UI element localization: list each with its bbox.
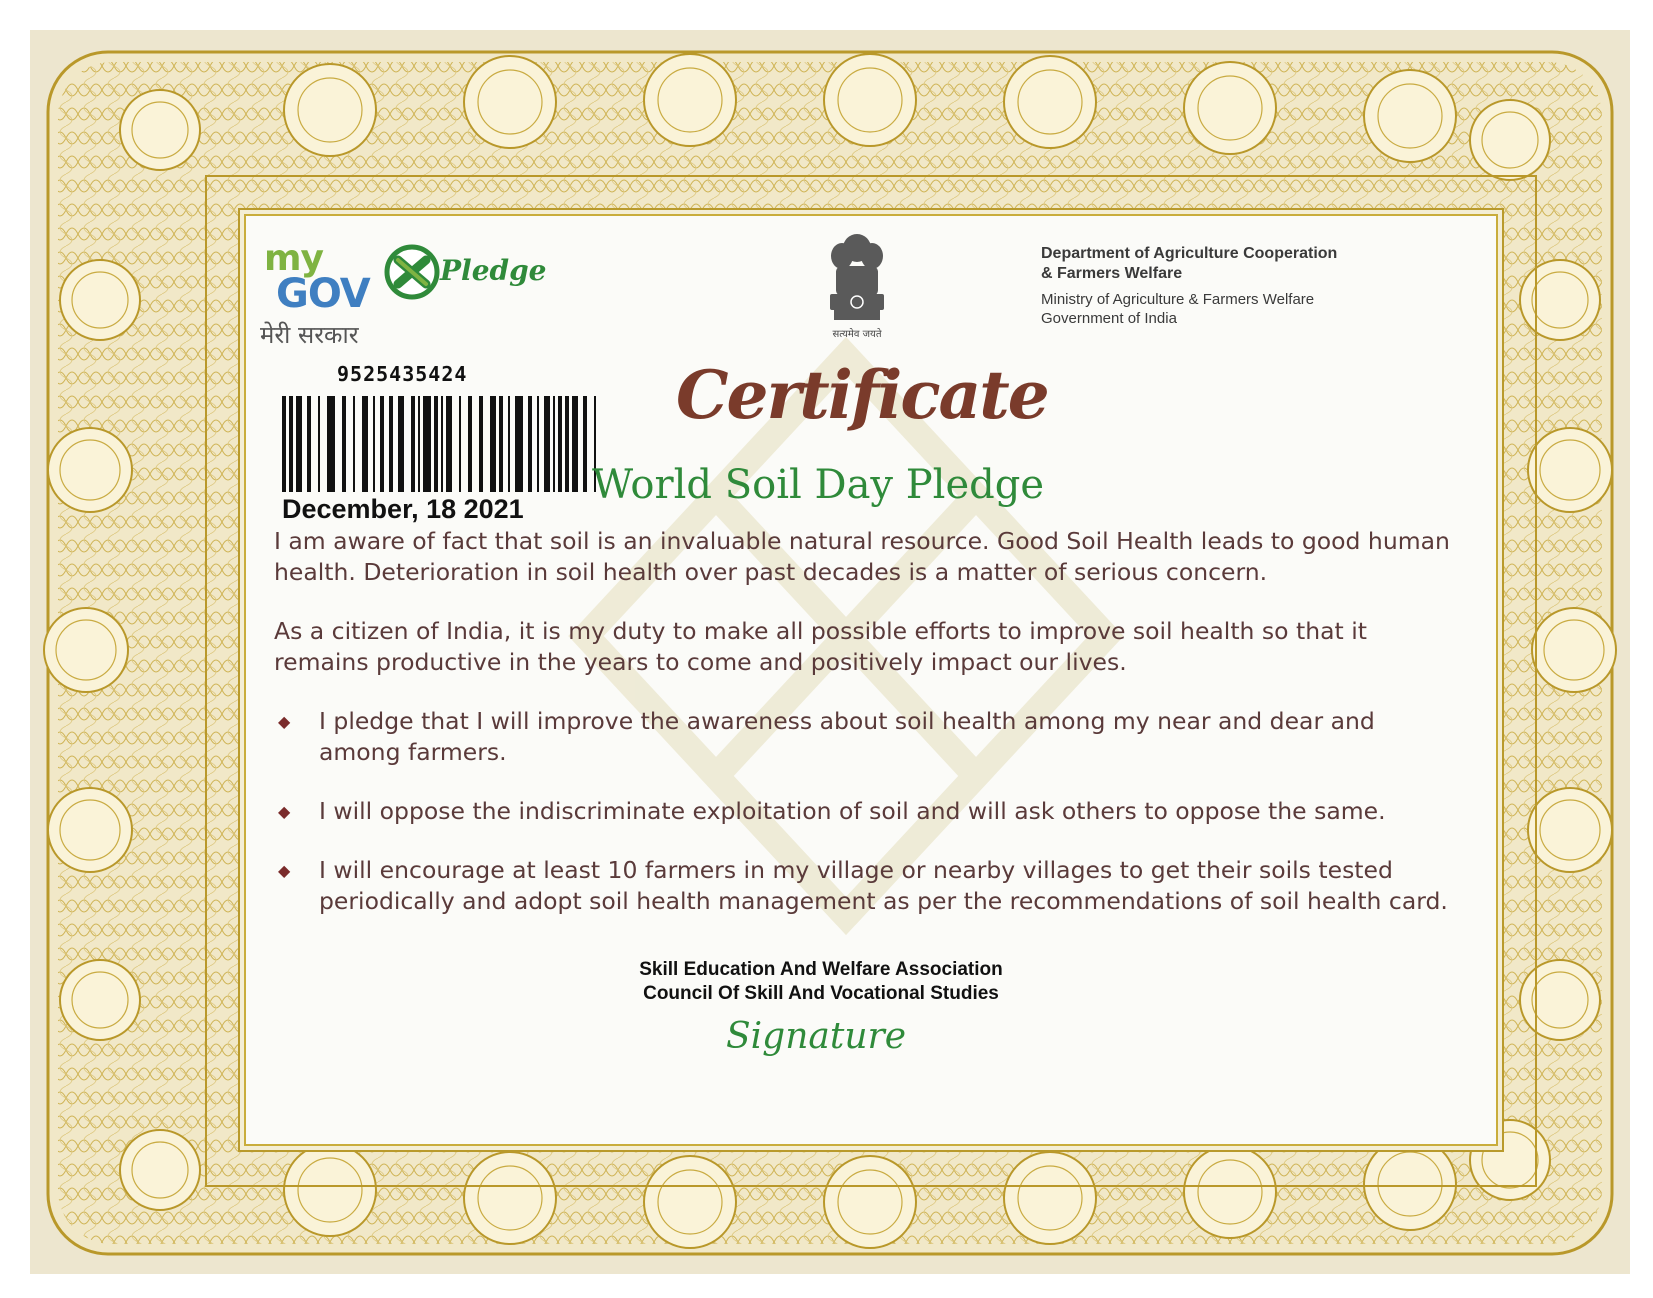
- pledge-body: [274, 526, 1454, 945]
- barcode-bar: [490, 396, 496, 492]
- barcode-bar: [373, 396, 375, 492]
- pledge-item-text: I will oppose the indiscriminate exploitation of soil and will ask others to oppose the same.: [319, 797, 1386, 825]
- barcode-bar: [553, 396, 555, 492]
- barcode-bar: [434, 396, 438, 492]
- barcode-bar: [353, 396, 355, 492]
- barcode-bar: [342, 396, 346, 492]
- barcode-bar: [459, 396, 461, 492]
- barcode-bar: [515, 396, 523, 492]
- barcode-bar: [446, 396, 452, 492]
- organization-line2: Council Of Skill And Vocational Studies: [643, 983, 999, 1004]
- barcode-bar: [583, 396, 587, 492]
- barcode-bar: [327, 396, 335, 492]
- barcode-bar: [307, 396, 311, 492]
- barcode: [282, 396, 608, 492]
- diamond-bullet-icon: ◆: [278, 802, 291, 821]
- certificate-subtitle: World Soil Day Pledge: [592, 462, 1044, 508]
- certificate-card: [246, 216, 1496, 1144]
- barcode-bar: [389, 396, 393, 492]
- diamond-bullet-icon: ◆: [278, 712, 291, 731]
- certificate-frame: [30, 30, 1630, 1274]
- barcode-bar: [572, 396, 578, 492]
- certificate-title: Certificate: [676, 356, 1048, 434]
- barcode-bar: [479, 396, 483, 492]
- barcode-bar: [418, 396, 420, 492]
- mygov-pledge-logo: [260, 238, 564, 349]
- barcode-bar: [499, 396, 503, 492]
- logo-my: my: [264, 238, 323, 279]
- ministry-name: Ministry of Agriculture & Farmers Welfare: [1041, 291, 1315, 308]
- logo-hindi-tagline: मेरी सरकार: [260, 321, 359, 349]
- pledge-hands-icon: [384, 244, 440, 300]
- barcode-bar: [468, 396, 472, 492]
- signature: Signature: [726, 1016, 907, 1057]
- list-item: [274, 796, 1454, 827]
- barcode-bar: [441, 396, 443, 492]
- barcode-bar: [565, 396, 569, 492]
- pledge-item-text: I pledge that I will improve the awareness about soil health among my near and dear and among farmers.: [319, 707, 1375, 766]
- barcode-bar: [544, 396, 550, 492]
- barcode-bar: [296, 396, 302, 492]
- list-item: [274, 855, 1454, 917]
- barcode-bar: [411, 396, 415, 492]
- paragraph-duty: As a citizen of India, it is my duty to make all possible efforts to improve soil health so that it remains productive in the years to come and positively impact our lives.: [274, 617, 1367, 676]
- barcode-bar: [380, 396, 384, 492]
- barcode-bar: [318, 396, 320, 492]
- national-emblem: [820, 230, 894, 338]
- list-item: [274, 706, 1454, 768]
- barcode-bar: [558, 396, 562, 492]
- pledge-item-text: I will encourage at least 10 farmers in my village or nearby villages to get their soils tested periodically and adopt soil health management as per the recommendations of soil health card.: [319, 856, 1448, 915]
- issuing-organization: [596, 958, 1046, 1006]
- department-block: [1041, 244, 1461, 328]
- barcode-bar: [508, 396, 510, 492]
- logo-gov: GOV: [276, 271, 370, 317]
- logo-pledge-text: Pledge: [440, 254, 547, 287]
- barcode-bar: [362, 396, 368, 492]
- emblem-motto: सत्यमेव जयते: [832, 329, 882, 340]
- barcode-bar: [423, 396, 431, 492]
- organization-line1: Skill Education And Welfare Association: [639, 959, 1003, 980]
- barcode-bar: [282, 396, 286, 492]
- government-name: Government of India: [1041, 310, 1177, 327]
- diamond-bullet-icon: ◆: [278, 861, 291, 880]
- department-name-line2: & Farmers Welfare: [1041, 265, 1183, 282]
- issue-date: December, 18 2021: [282, 494, 524, 524]
- department-name-line1: Department of Agriculture Cooperation: [1041, 245, 1338, 262]
- barcode-bar: [398, 396, 404, 492]
- ashoka-emblem-icon: [820, 230, 894, 326]
- barcode-bar: [537, 396, 539, 492]
- pledge-list: [274, 706, 1454, 917]
- serial-number: 9525435424: [337, 362, 468, 386]
- barcode-bar: [528, 396, 532, 492]
- barcode-bar: [289, 396, 293, 492]
- paragraph-awareness: I am aware of fact that soil is an invaluable natural resource. Good Soil Health leads to good human health. Deterioration in soil health over past decades is a matter of serious concern.: [274, 527, 1450, 586]
